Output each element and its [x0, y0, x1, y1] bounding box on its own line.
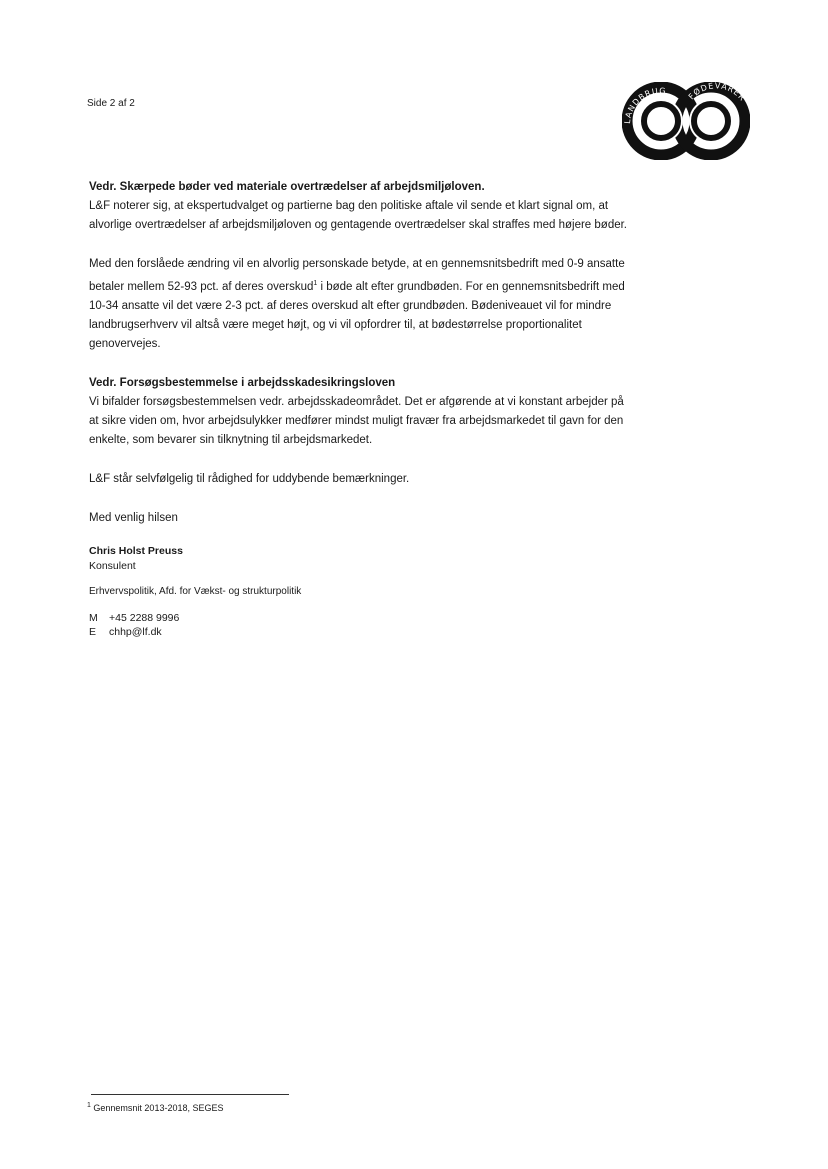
- section-text: L&F noterer sig, at ekspertudvalget og partierne bag den politiske aftale vil sende et klart signal om, at alvorlige overtrædelser af arbejdsmiljøloven og gentagende overtrædelser skal straffes med højere bøder.: [89, 200, 627, 231]
- contact-email[interactable]: chhp@lf.dk: [109, 625, 162, 638]
- signature-name: Chris Holst Preuss: [89, 544, 183, 557]
- footnote: [87, 1102, 224, 1113]
- signature-title: Konsulent: [89, 559, 136, 572]
- section-heading: Vedr. Forsøgsbestemmelse i arbejdsskadesikringsloven: [89, 376, 396, 389]
- contact-label-mobile: M: [89, 611, 98, 624]
- closing: Med venlig hilsen: [89, 511, 178, 524]
- footnote-divider: [91, 1094, 289, 1095]
- section-heading: Vedr. Skærpede bøder ved materiale overtrædelser af arbejdsmiljøloven.: [89, 181, 485, 193]
- section-text-cont: i bøde alt efter grundbøden. For en gennemsnitsbedrift med 10-34 ansatte vil det være 2-3 pct. af deres overskud alt efter grundbøden. Bødeniveauet vil for mindre landbrugserhverv vil altså være meget højt, og vi vil opfordrer til, at bødestørrelse proportionalitet genovervejes.: [89, 280, 625, 350]
- section-text: L&F står selvfølgelig til rådighed for uddybende bemærkninger.: [89, 472, 410, 485]
- letter-body: [89, 178, 629, 639]
- section-trial-provision: [89, 374, 629, 450]
- contact-list: [89, 611, 629, 639]
- section-fines: [89, 178, 629, 235]
- section-availability: [89, 470, 629, 489]
- footnote-ref: 1: [313, 280, 318, 287]
- footnote-text: Gennemsnit 2013-2018, SEGES: [90, 1103, 224, 1113]
- signature-department: Erhvervspolitik, Afd. for Vækst- og strukturpolitik: [89, 585, 302, 597]
- section-text: Med den forslåede ændring vil en alvorlig personskade betyde, at en gennemsnitsbedrift med 0-9 ansatte betaler mellem 52-93 pct. af deres overskud: [89, 258, 625, 293]
- landbrug-foedevarer-logo: [622, 82, 750, 160]
- signature-block: [89, 544, 629, 639]
- contact-phone: +45 2288 9996: [109, 611, 180, 624]
- footnote-number: 1: [87, 1102, 91, 1109]
- section-text: Vi bifalder forsøgsbestemmelsen vedr. arbejdsskadeområdet. Det er afgørende at vi konstant arbejder på at sikre viden om, hvor arbejdsulykker medfører mindst muligt fravær fra arbejdsmarkedet til gavn for den enkelte, som bevarer sin tilknytning til arbejdsmarkedet.: [89, 395, 624, 446]
- logo-text-left: LANDBRUG: [622, 86, 667, 125]
- logo-text-right: FØDEVARER: [686, 82, 748, 104]
- section-fine-level: [89, 255, 629, 354]
- contact-label-email: E: [89, 625, 97, 638]
- page-label: Side 2 af 2: [87, 98, 135, 109]
